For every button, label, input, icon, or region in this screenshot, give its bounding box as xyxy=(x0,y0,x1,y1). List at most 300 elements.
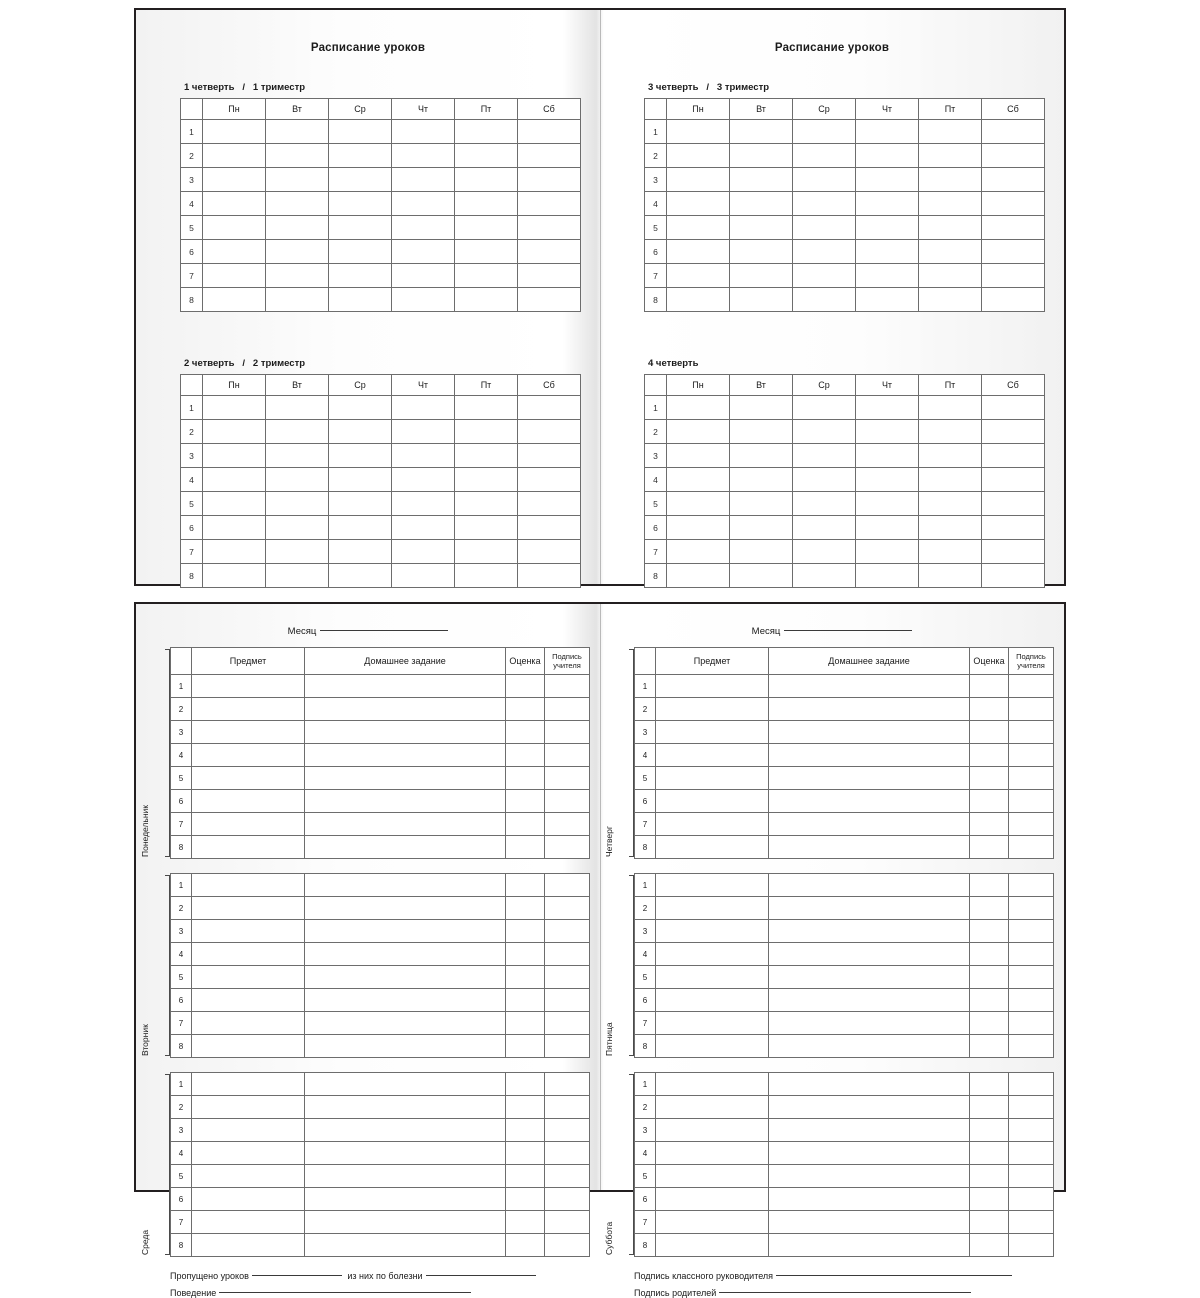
cell[interactable] xyxy=(455,240,518,264)
cell-mark[interactable] xyxy=(506,675,545,698)
homework-table[interactable] xyxy=(170,1072,590,1257)
cell-signature[interactable] xyxy=(1009,989,1054,1012)
cell[interactable] xyxy=(919,264,982,288)
cell-homework[interactable] xyxy=(305,1211,506,1234)
cell[interactable] xyxy=(266,492,329,516)
cell-mark[interactable] xyxy=(970,698,1009,721)
table-row[interactable] xyxy=(635,698,1054,721)
table-row[interactable] xyxy=(635,1096,1054,1119)
table-row[interactable] xyxy=(645,444,1045,468)
cell[interactable] xyxy=(793,216,856,240)
cell-subject[interactable] xyxy=(192,920,305,943)
cell-mark[interactable] xyxy=(506,1234,545,1257)
cell[interactable] xyxy=(793,540,856,564)
cell-subject[interactable] xyxy=(656,1035,769,1058)
table-row[interactable] xyxy=(171,1035,590,1058)
cell-homework[interactable] xyxy=(769,1073,970,1096)
cell-subject[interactable] xyxy=(192,943,305,966)
cell[interactable] xyxy=(730,288,793,312)
cell[interactable] xyxy=(329,264,392,288)
cell[interactable] xyxy=(982,168,1045,192)
cell[interactable] xyxy=(455,120,518,144)
month-field[interactable] xyxy=(136,626,600,637)
cell-signature[interactable] xyxy=(1009,874,1054,897)
cell-subject[interactable] xyxy=(656,698,769,721)
cell-subject[interactable] xyxy=(192,897,305,920)
cell[interactable] xyxy=(919,396,982,420)
cell[interactable] xyxy=(203,168,266,192)
table-row[interactable] xyxy=(635,813,1054,836)
cell-subject[interactable] xyxy=(656,675,769,698)
cell[interactable] xyxy=(982,288,1045,312)
cell[interactable] xyxy=(329,420,392,444)
cell-mark[interactable] xyxy=(506,1096,545,1119)
cell-signature[interactable] xyxy=(1009,1234,1054,1257)
cell[interactable] xyxy=(518,240,581,264)
cell[interactable] xyxy=(730,264,793,288)
table-row[interactable] xyxy=(171,1119,590,1142)
table-row[interactable] xyxy=(645,468,1045,492)
teacher-signature-row[interactable] xyxy=(634,1271,1064,1281)
cell[interactable] xyxy=(667,492,730,516)
table-row[interactable] xyxy=(635,721,1054,744)
table-row[interactable] xyxy=(635,1119,1054,1142)
cell-signature[interactable] xyxy=(545,1073,590,1096)
cell[interactable] xyxy=(266,564,329,588)
cell-subject[interactable] xyxy=(656,1073,769,1096)
cell-mark[interactable] xyxy=(970,1096,1009,1119)
cell-homework[interactable] xyxy=(769,790,970,813)
cell[interactable] xyxy=(667,516,730,540)
cell-subject[interactable] xyxy=(656,721,769,744)
cell-signature[interactable] xyxy=(545,675,590,698)
cell[interactable] xyxy=(982,192,1045,216)
cell[interactable] xyxy=(392,288,455,312)
cell-mark[interactable] xyxy=(506,744,545,767)
cell-signature[interactable] xyxy=(545,920,590,943)
cell[interactable] xyxy=(329,288,392,312)
cell-signature[interactable] xyxy=(545,744,590,767)
cell[interactable] xyxy=(518,540,581,564)
cell[interactable] xyxy=(919,444,982,468)
cell[interactable] xyxy=(392,492,455,516)
cell-homework[interactable] xyxy=(769,1012,970,1035)
cell-homework[interactable] xyxy=(305,1096,506,1119)
cell[interactable] xyxy=(392,216,455,240)
cell[interactable] xyxy=(982,216,1045,240)
cell-signature[interactable] xyxy=(545,698,590,721)
cell[interactable] xyxy=(518,288,581,312)
cell-subject[interactable] xyxy=(192,790,305,813)
cell-signature[interactable] xyxy=(1009,897,1054,920)
cell-subject[interactable] xyxy=(192,767,305,790)
cell[interactable] xyxy=(919,168,982,192)
table-row[interactable] xyxy=(171,675,590,698)
table-row[interactable] xyxy=(171,1188,590,1211)
cell-signature[interactable] xyxy=(1009,1073,1054,1096)
cell[interactable] xyxy=(203,288,266,312)
cell[interactable] xyxy=(730,144,793,168)
table-row[interactable] xyxy=(181,492,581,516)
cell-mark[interactable] xyxy=(970,675,1009,698)
cell[interactable] xyxy=(856,240,919,264)
cell[interactable] xyxy=(667,168,730,192)
cell[interactable] xyxy=(982,492,1045,516)
cell[interactable] xyxy=(455,216,518,240)
cell[interactable] xyxy=(919,564,982,588)
cell-mark[interactable] xyxy=(506,1012,545,1035)
cell[interactable] xyxy=(518,444,581,468)
cell-subject[interactable] xyxy=(192,1142,305,1165)
cell[interactable] xyxy=(203,264,266,288)
table-row[interactable] xyxy=(635,1012,1054,1035)
cell[interactable] xyxy=(667,396,730,420)
cell-signature[interactable] xyxy=(1009,1142,1054,1165)
cell-mark[interactable] xyxy=(506,1211,545,1234)
cell[interactable] xyxy=(730,444,793,468)
cell[interactable] xyxy=(919,420,982,444)
cell-homework[interactable] xyxy=(769,1142,970,1165)
cell[interactable] xyxy=(266,168,329,192)
cell[interactable] xyxy=(793,240,856,264)
cell-signature[interactable] xyxy=(1009,966,1054,989)
cell-homework[interactable] xyxy=(305,920,506,943)
table-row[interactable] xyxy=(645,216,1045,240)
cell-subject[interactable] xyxy=(192,1234,305,1257)
table-row[interactable] xyxy=(635,1035,1054,1058)
table-row[interactable] xyxy=(635,943,1054,966)
cell-subject[interactable] xyxy=(656,813,769,836)
cell[interactable] xyxy=(982,444,1045,468)
cell-subject[interactable] xyxy=(192,836,305,859)
cell-subject[interactable] xyxy=(656,1012,769,1035)
cell[interactable] xyxy=(919,216,982,240)
cell[interactable] xyxy=(455,564,518,588)
cell-signature[interactable] xyxy=(545,1142,590,1165)
cell[interactable] xyxy=(392,144,455,168)
cell[interactable] xyxy=(392,444,455,468)
cell[interactable] xyxy=(329,192,392,216)
cell-signature[interactable] xyxy=(1009,1035,1054,1058)
table-row[interactable] xyxy=(171,1142,590,1165)
teacher-signature-line[interactable] xyxy=(776,1275,1012,1276)
cell[interactable] xyxy=(329,516,392,540)
cell[interactable] xyxy=(329,144,392,168)
table-row[interactable] xyxy=(181,144,581,168)
cell[interactable] xyxy=(793,468,856,492)
cell[interactable] xyxy=(856,264,919,288)
cell-mark[interactable] xyxy=(970,920,1009,943)
cell[interactable] xyxy=(203,216,266,240)
cell-homework[interactable] xyxy=(305,767,506,790)
cell[interactable] xyxy=(392,240,455,264)
cell[interactable] xyxy=(266,216,329,240)
table-row[interactable] xyxy=(645,564,1045,588)
table-row[interactable] xyxy=(635,1188,1054,1211)
cell-mark[interactable] xyxy=(970,744,1009,767)
table-row[interactable] xyxy=(181,240,581,264)
cell[interactable] xyxy=(518,564,581,588)
cell[interactable] xyxy=(203,396,266,420)
cell[interactable] xyxy=(667,288,730,312)
cell-subject[interactable] xyxy=(656,966,769,989)
table-row[interactable] xyxy=(171,874,590,897)
table-row[interactable] xyxy=(645,144,1045,168)
cell[interactable] xyxy=(919,468,982,492)
cell[interactable] xyxy=(982,540,1045,564)
cell-homework[interactable] xyxy=(769,1165,970,1188)
cell-mark[interactable] xyxy=(970,1234,1009,1257)
cell-subject[interactable] xyxy=(656,1188,769,1211)
cell[interactable] xyxy=(329,216,392,240)
cell-signature[interactable] xyxy=(1009,790,1054,813)
cell[interactable] xyxy=(982,420,1045,444)
cell[interactable] xyxy=(203,468,266,492)
cell[interactable] xyxy=(793,564,856,588)
cell-signature[interactable] xyxy=(1009,1165,1054,1188)
cell[interactable] xyxy=(856,492,919,516)
cell-homework[interactable] xyxy=(769,897,970,920)
cell-signature[interactable] xyxy=(545,1012,590,1035)
cell-mark[interactable] xyxy=(506,989,545,1012)
cell[interactable] xyxy=(730,420,793,444)
cell[interactable] xyxy=(392,264,455,288)
cell[interactable] xyxy=(266,516,329,540)
cell-subject[interactable] xyxy=(656,767,769,790)
cell-homework[interactable] xyxy=(305,721,506,744)
cell[interactable] xyxy=(667,120,730,144)
month-write-line[interactable] xyxy=(320,630,448,631)
cell[interactable] xyxy=(266,396,329,420)
cell-mark[interactable] xyxy=(506,966,545,989)
homework-table[interactable] xyxy=(634,1072,1054,1257)
cell-homework[interactable] xyxy=(305,1142,506,1165)
cell[interactable] xyxy=(667,144,730,168)
cell-signature[interactable] xyxy=(1009,813,1054,836)
cell[interactable] xyxy=(455,540,518,564)
cell[interactable] xyxy=(730,492,793,516)
cell[interactable] xyxy=(919,540,982,564)
table-row[interactable] xyxy=(645,240,1045,264)
cell[interactable] xyxy=(518,420,581,444)
cell-homework[interactable] xyxy=(769,920,970,943)
cell[interactable] xyxy=(392,120,455,144)
table-row[interactable] xyxy=(645,516,1045,540)
cell-subject[interactable] xyxy=(192,1119,305,1142)
cell-homework[interactable] xyxy=(305,1073,506,1096)
cell-homework[interactable] xyxy=(769,1119,970,1142)
cell-mark[interactable] xyxy=(506,1119,545,1142)
cell[interactable] xyxy=(793,492,856,516)
cell[interactable] xyxy=(856,396,919,420)
cell[interactable] xyxy=(667,564,730,588)
cell[interactable] xyxy=(793,444,856,468)
cell-subject[interactable] xyxy=(192,1211,305,1234)
table-row[interactable] xyxy=(645,192,1045,216)
cell[interactable] xyxy=(919,192,982,216)
cell-homework[interactable] xyxy=(769,1211,970,1234)
cell[interactable] xyxy=(793,396,856,420)
cell-subject[interactable] xyxy=(192,721,305,744)
cell-homework[interactable] xyxy=(305,744,506,767)
cell-mark[interactable] xyxy=(506,813,545,836)
cell-homework[interactable] xyxy=(305,836,506,859)
cell[interactable] xyxy=(667,192,730,216)
table-row[interactable] xyxy=(181,216,581,240)
table-row[interactable] xyxy=(171,943,590,966)
cell-subject[interactable] xyxy=(192,874,305,897)
cell[interactable] xyxy=(203,516,266,540)
cell[interactable] xyxy=(856,564,919,588)
cell-homework[interactable] xyxy=(769,1234,970,1257)
cell[interactable] xyxy=(203,240,266,264)
cell-signature[interactable] xyxy=(1009,744,1054,767)
cell-homework[interactable] xyxy=(305,1234,506,1257)
table-row[interactable] xyxy=(645,540,1045,564)
parents-signature-line[interactable] xyxy=(719,1292,971,1293)
cell-signature[interactable] xyxy=(1009,1211,1054,1234)
cell[interactable] xyxy=(667,540,730,564)
cell[interactable] xyxy=(667,216,730,240)
cell[interactable] xyxy=(667,468,730,492)
table-row[interactable] xyxy=(635,744,1054,767)
cell[interactable] xyxy=(919,144,982,168)
behaviour-row[interactable] xyxy=(170,1288,600,1298)
cell-mark[interactable] xyxy=(506,721,545,744)
cell-subject[interactable] xyxy=(656,836,769,859)
cell[interactable] xyxy=(203,420,266,444)
cell[interactable] xyxy=(203,444,266,468)
cell[interactable] xyxy=(856,216,919,240)
cell[interactable] xyxy=(793,264,856,288)
cell-signature[interactable] xyxy=(545,966,590,989)
cell[interactable] xyxy=(730,468,793,492)
cell[interactable] xyxy=(329,240,392,264)
cell[interactable] xyxy=(856,192,919,216)
table-row[interactable] xyxy=(171,744,590,767)
cell-signature[interactable] xyxy=(545,897,590,920)
cell-homework[interactable] xyxy=(769,767,970,790)
cell[interactable] xyxy=(856,168,919,192)
cell[interactable] xyxy=(203,144,266,168)
cell-mark[interactable] xyxy=(506,1142,545,1165)
table-row[interactable] xyxy=(171,813,590,836)
table-row[interactable] xyxy=(171,966,590,989)
cell[interactable] xyxy=(392,396,455,420)
table-row[interactable] xyxy=(181,516,581,540)
cell[interactable] xyxy=(455,444,518,468)
cell[interactable] xyxy=(856,516,919,540)
table-row[interactable] xyxy=(181,120,581,144)
month-field[interactable] xyxy=(600,626,1064,637)
missed-lessons-row[interactable] xyxy=(170,1271,600,1281)
cell-signature[interactable] xyxy=(1009,675,1054,698)
cell-signature[interactable] xyxy=(545,767,590,790)
cell-signature[interactable] xyxy=(545,721,590,744)
cell[interactable] xyxy=(793,168,856,192)
cell-signature[interactable] xyxy=(1009,721,1054,744)
cell-subject[interactable] xyxy=(656,1234,769,1257)
cell-signature[interactable] xyxy=(1009,920,1054,943)
cell-mark[interactable] xyxy=(506,943,545,966)
cell-mark[interactable] xyxy=(506,767,545,790)
cell-mark[interactable] xyxy=(506,1073,545,1096)
table-row[interactable] xyxy=(635,1211,1054,1234)
table-row[interactable] xyxy=(171,790,590,813)
cell-mark[interactable] xyxy=(970,1073,1009,1096)
cell-subject[interactable] xyxy=(656,1165,769,1188)
table-row[interactable] xyxy=(645,288,1045,312)
table-row[interactable] xyxy=(635,920,1054,943)
cell[interactable] xyxy=(856,420,919,444)
cell-signature[interactable] xyxy=(545,1119,590,1142)
cell[interactable] xyxy=(856,144,919,168)
cell-mark[interactable] xyxy=(970,813,1009,836)
cell[interactable] xyxy=(455,264,518,288)
cell-signature[interactable] xyxy=(545,989,590,1012)
cell-subject[interactable] xyxy=(656,1119,769,1142)
homework-table[interactable] xyxy=(634,873,1054,1058)
cell[interactable] xyxy=(667,264,730,288)
table-row[interactable] xyxy=(171,1211,590,1234)
cell-homework[interactable] xyxy=(769,698,970,721)
cell[interactable] xyxy=(455,420,518,444)
cell[interactable] xyxy=(982,516,1045,540)
cell[interactable] xyxy=(455,144,518,168)
cell[interactable] xyxy=(455,396,518,420)
cell[interactable] xyxy=(518,396,581,420)
cell-signature[interactable] xyxy=(545,943,590,966)
cell[interactable] xyxy=(392,564,455,588)
schedule-table[interactable] xyxy=(644,374,1045,588)
table-row[interactable] xyxy=(171,1012,590,1035)
cell-subject[interactable] xyxy=(656,790,769,813)
cell-mark[interactable] xyxy=(970,1119,1009,1142)
missed-lessons-line[interactable] xyxy=(252,1275,342,1276)
table-row[interactable] xyxy=(171,897,590,920)
table-row[interactable] xyxy=(635,675,1054,698)
cell[interactable] xyxy=(793,192,856,216)
cell[interactable] xyxy=(518,168,581,192)
cell-mark[interactable] xyxy=(506,1188,545,1211)
cell[interactable] xyxy=(266,240,329,264)
table-row[interactable] xyxy=(171,767,590,790)
cell-mark[interactable] xyxy=(970,1188,1009,1211)
cell-homework[interactable] xyxy=(305,813,506,836)
table-row[interactable] xyxy=(181,396,581,420)
cell[interactable] xyxy=(518,144,581,168)
cell-homework[interactable] xyxy=(769,813,970,836)
table-row[interactable] xyxy=(181,564,581,588)
table-row[interactable] xyxy=(171,1073,590,1096)
cell-signature[interactable] xyxy=(1009,943,1054,966)
cell-subject[interactable] xyxy=(656,897,769,920)
homework-table[interactable] xyxy=(634,647,1054,859)
cell[interactable] xyxy=(793,144,856,168)
table-row[interactable] xyxy=(635,989,1054,1012)
table-row[interactable] xyxy=(181,468,581,492)
cell-mark[interactable] xyxy=(506,897,545,920)
cell[interactable] xyxy=(329,540,392,564)
cell-homework[interactable] xyxy=(305,989,506,1012)
cell-homework[interactable] xyxy=(769,836,970,859)
cell-signature[interactable] xyxy=(545,1035,590,1058)
cell[interactable] xyxy=(266,444,329,468)
cell-subject[interactable] xyxy=(656,1142,769,1165)
cell[interactable] xyxy=(203,564,266,588)
cell[interactable] xyxy=(856,120,919,144)
cell[interactable] xyxy=(455,192,518,216)
